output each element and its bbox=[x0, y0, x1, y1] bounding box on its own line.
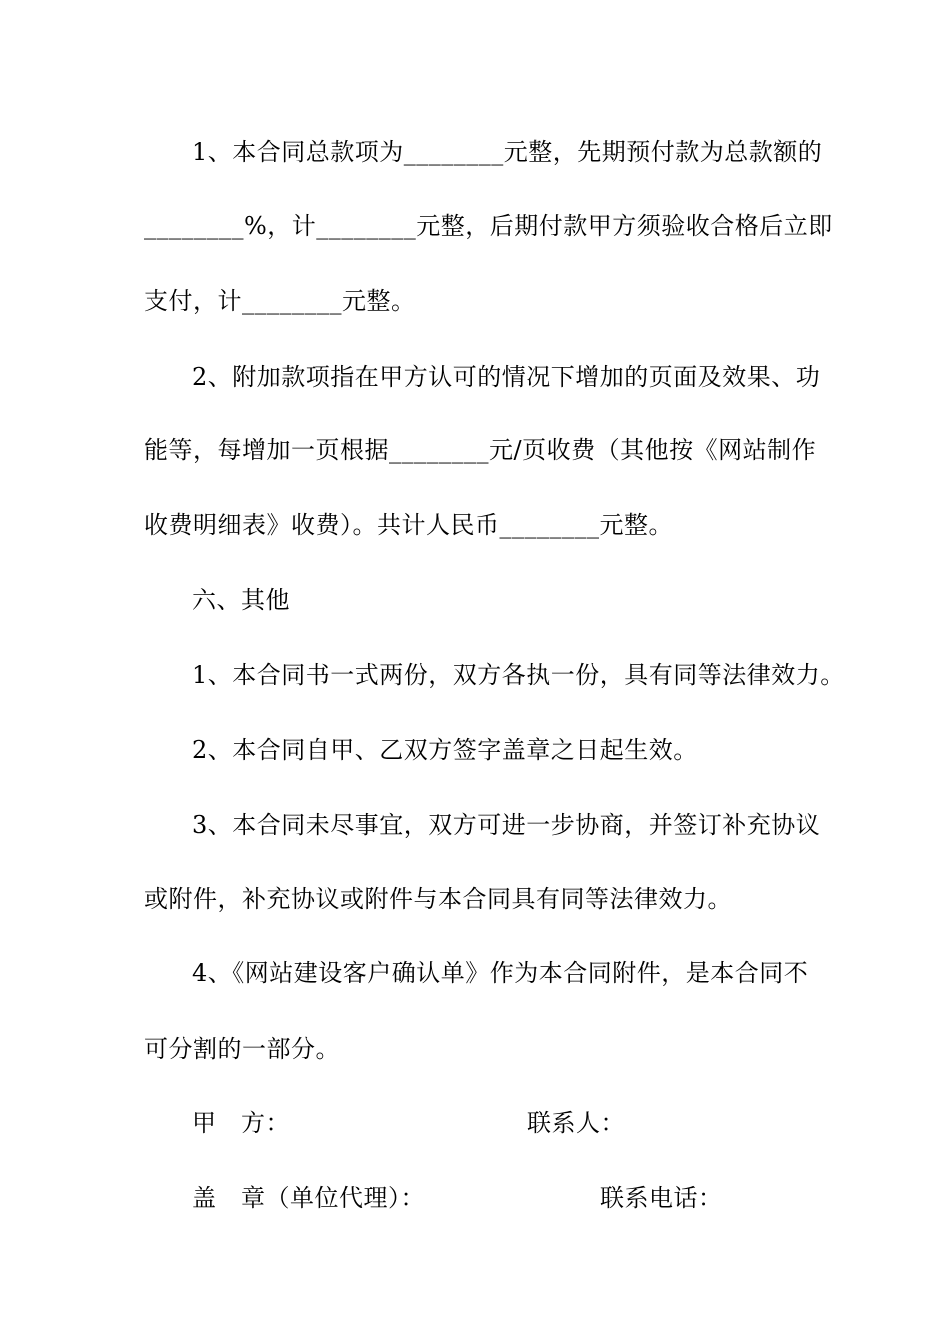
other-clause-1: 1、本合同书一式两份，双方各执一份，具有同等法律效力。 bbox=[192, 661, 845, 689]
other-clause-4-line-2: 可分割的一部分。 bbox=[144, 1035, 340, 1063]
payment-clause-1-line-2: ________%，计________元整，后期付款甲方须验收合格后立即 bbox=[144, 212, 833, 240]
payment-clause-2-line-2: 能等，每增加一页根据________元/页收费（其他按《网站制作 bbox=[144, 436, 817, 464]
other-clause-3-line-1: 3、本合同未尽事宜，双方可进一步协商，并签订补充协议 bbox=[192, 811, 821, 839]
contact-person-label: 联系人： bbox=[527, 1109, 625, 1137]
payment-clause-2-line-1: 2、附加款项指在甲方认可的情况下增加的页面及效果、功 bbox=[192, 363, 821, 391]
party-a-label: 甲 方： bbox=[192, 1109, 290, 1137]
payment-clause-2-line-3: 收费明细表》收费）。共计人民币________元整。 bbox=[144, 511, 673, 539]
payment-clause-1-line-3: 支付，计________元整。 bbox=[144, 287, 416, 315]
contact-phone-label: 联系电话： bbox=[600, 1184, 723, 1212]
payment-clause-1-line-1: 1、本合同总款项为________元整，先期预付款为总款额的 bbox=[192, 138, 823, 166]
seal-label: 盖 章（单位代理）： bbox=[192, 1184, 425, 1212]
other-clause-2: 2、本合同自甲、乙双方签字盖章之日起生效。 bbox=[192, 736, 698, 764]
section-heading-other: 六、其他 bbox=[192, 586, 290, 614]
other-clause-4-line-1: 4、《网站建设客户确认单》作为本合同附件，是本合同不 bbox=[192, 959, 809, 987]
other-clause-3-line-2: 或附件，补充协议或附件与本合同具有同等法律效力。 bbox=[144, 885, 732, 913]
